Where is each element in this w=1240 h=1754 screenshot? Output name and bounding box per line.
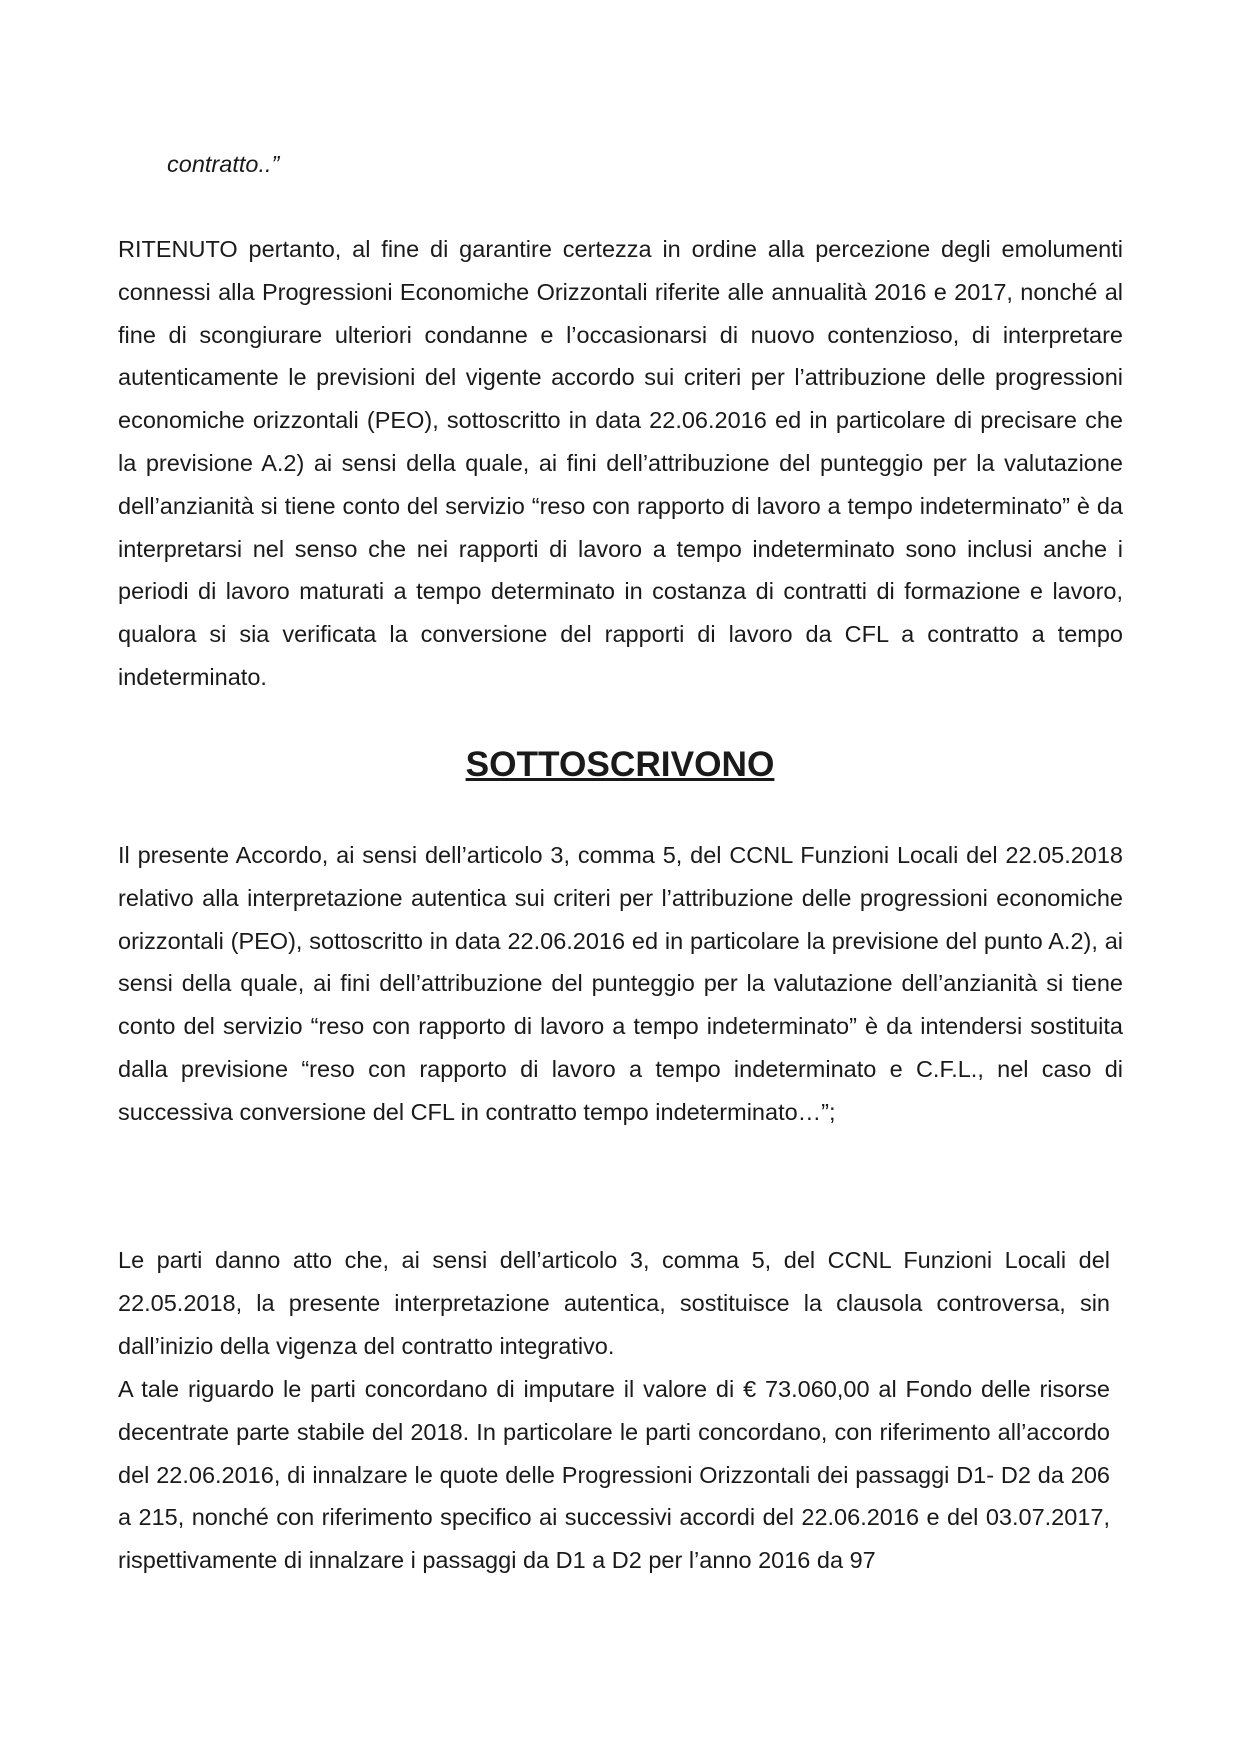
quote-continuation: contratto..” — [167, 151, 280, 177]
paragraph-presente-accordo: Il presente Accordo, ai sensi dell’articolo 3, comma 5, del CCNL Funzioni Locali del 22.05.2018 relativo alla interpretazione autentica sui criteri per l’attribuzione delle progressioni economiche orizzontali (PEO), sottoscritto in data 22.06.2016 ed in particolare la previsione del punto A.2), ai sensi della quale, ai fini dell’attribuzione del punteggio per la valutazione dell’anzianità si tiene conto del servizio “reso con rapporto di lavoro a tempo indeterminato” è da intendersi sostituita dalla previsione “reso con rapporto di lavoro a tempo indeterminato e C.F.L., nel caso di successiva conversione del CFL in contratto tempo indeterminato…”; — [118, 842, 1123, 1125]
section-heading: SOTTOSCRIVONO — [465, 745, 775, 784]
paragraph-parti: Le parti danno atto che, ai sensi dell’articolo 3, comma 5, del CCNL Funzioni Locali del 22.05.2018, la presente interpretazione autentica, sostituisce la clausola controversa, sin dall’inizio della vigenza del contratto integrativo. — [118, 1247, 1110, 1359]
paragraph-tale-riguardo: A tale riguardo le parti concordano di imputare il valore di € 73.060,00 al Fondo delle risorse decentrate parte stabile del 2018. In particolare le parti concordano, con riferimento all’accordo del 22.06.2016, di innalzare le quote delle Progressioni Orizzontali dei passaggi D1- D2 da 206 a 215, nonché con riferimento specifico ai successivi accordi del 22.06.2016 e del 03.07.2017, rispettivamente di innalzare i passaggi da D1 a D2 per l’anno 2016 da 97 — [118, 1376, 1110, 1574]
paragraph-ritenuto: RITENUTO pertanto, al fine di garantire certezza in ordine alla percezione degli emolumenti connessi alla Progressioni Economiche Orizzontali riferite alle annualità 2016 e 2017, nonché al fine di scongiurare ulteriori condanne e l’occasionarsi di nuovo contenzioso, di interpretare autenticamente le previsioni del vigente accordo sui criteri per l’attribuzione delle progressioni economiche orizzontali (PEO), sottoscritto in data 22.06.2016 ed in particolare di precisare che la previsione A.2) ai sensi della quale, ai fini dell’attribuzione del punteggio per la valutazione dell’anzianità si tiene conto del servizio “reso con rapporto di lavoro a tempo indeterminato” è da interpretarsi nel senso che nei rapporti di lavoro a tempo indeterminato sono inclusi anche i periodi di lavoro maturati a tempo determinato in costanza di contratti di formazione e lavoro, qualora si sia verificata la conversione del rapporti di lavoro da CFL a contratto a tempo indeterminato. — [118, 236, 1123, 690]
